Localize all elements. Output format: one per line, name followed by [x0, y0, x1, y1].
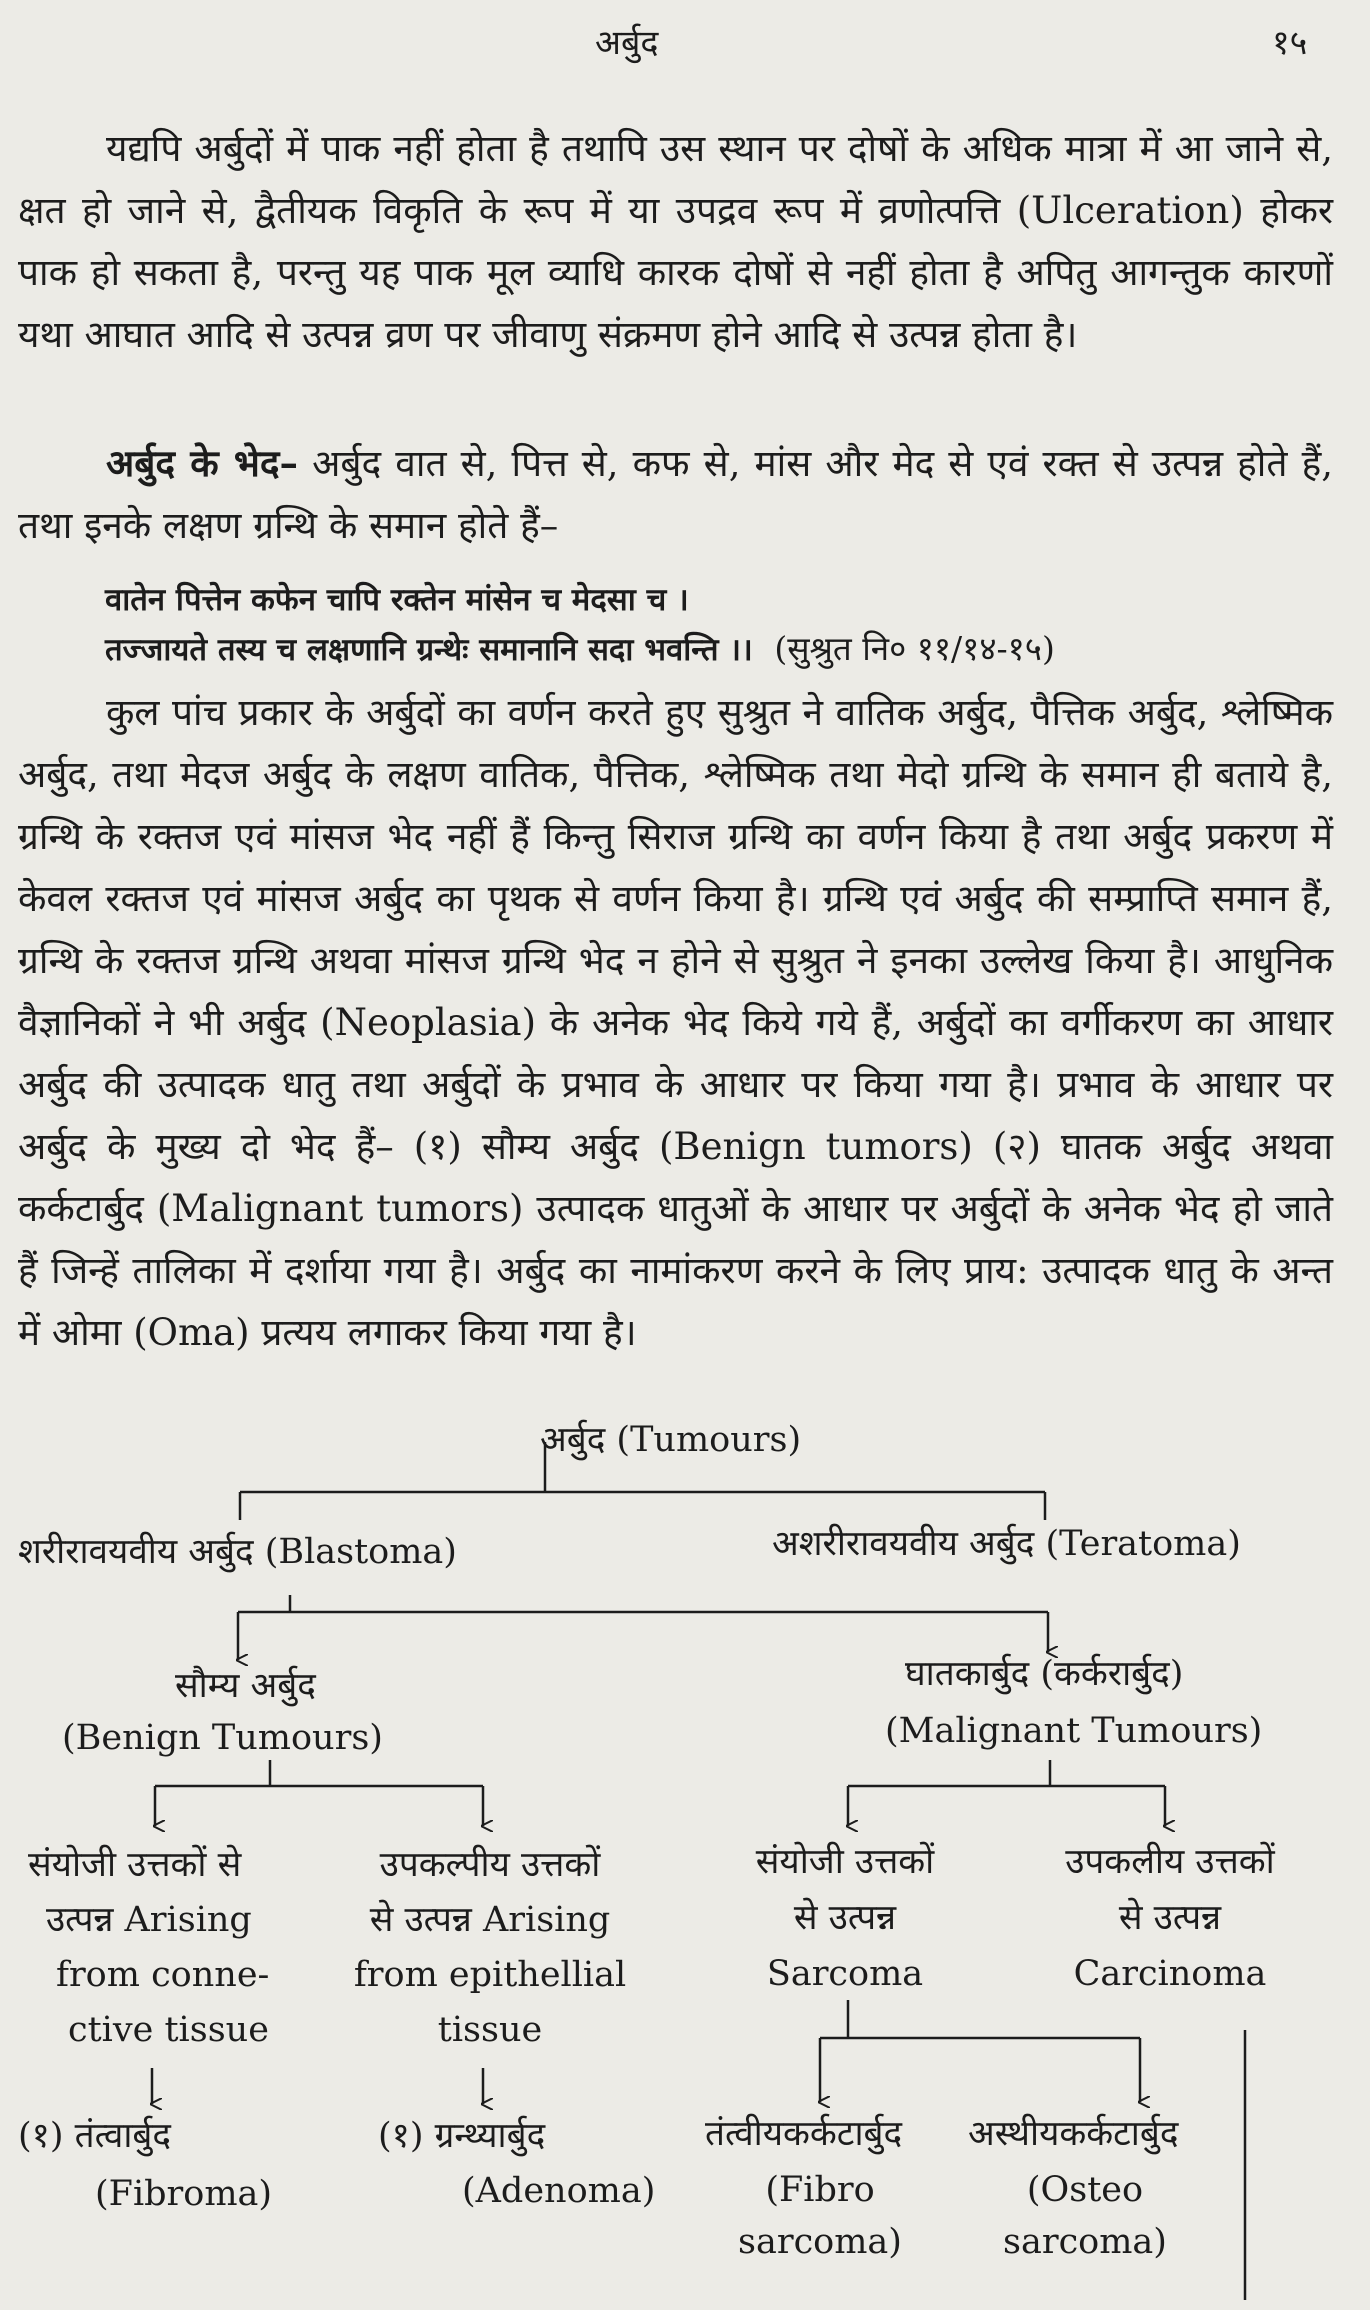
sarcoma-line-1: संयोजी उत्तकों	[755, 1842, 935, 1882]
epithelial-line-2: से उत्पन्न Arising	[369, 1900, 611, 1940]
fibrosarcoma-en-line-2: sarcoma)	[738, 2222, 902, 2262]
sarcoma-line-3: Sarcoma	[766, 1954, 924, 1994]
connective-line-3: from conne-	[56, 1955, 270, 1995]
page-number: १५	[1272, 23, 1308, 63]
paragraph-ulceration: यद्यपि अर्बुदों में पाक नहीं होता है तथापि उस स्थान पर दोषों के अधिक मात्रा में आ जाने से, क्षत हो जाने से, द्वैतीयक विकृति के रूप में या उपद्रव रूप में व्रणोत्पत्ति (Ulceration) होकर पाक हो सकता है, परन्तु यह पाक मूल व्याधि कारक दोषों से नहीं होता है अपितु आगन्तुक कारणों यथा आघात आदि से उत्पन्न व्रण पर जीवाणु संक्रमण होने आदि से उत्पन्न होता है।	[18, 127, 1333, 356]
running-header: अर्बुद	[595, 23, 659, 63]
node-fibrosarcoma-hindi: तंत्वीयकर्कटार्बुद	[705, 2114, 903, 2154]
node-malignant-english: (Malignant Tumours)	[885, 1711, 1263, 1751]
node-osteosarcoma-hindi: अस्थीयकर्कटार्बुद	[968, 2114, 1179, 2154]
osteosarcoma-en-line-2: sarcoma)	[1003, 2222, 1167, 2262]
node-epithelial-tissue	[340, 1838, 640, 2058]
node-connective-tissue	[28, 1838, 269, 2058]
node-fibroma-english: (Fibroma)	[95, 2174, 273, 2214]
epithelial-line-3: from epithellial	[353, 1955, 627, 1995]
verse-line-1: वातेन पित्तेन कफेन चापि रक्तेन मांसेन च मेदसा च ।	[105, 582, 689, 618]
connective-line-4: ctive tissue	[68, 2010, 269, 2050]
paragraph-classification: कुल पांच प्रकार के अर्बुदों का वर्णन करते हुए सुश्रुत ने वातिक अर्बुद, पैत्तिक अर्बुद, श्लेष्मिक अर्बुद, तथा मेदज अर्बुद के लक्षण वातिक, पैत्तिक, श्लेष्मिक तथा मेदो ग्रन्थि के समान ही बताये है, ग्रन्थि के रक्तज एवं मांसज भेद नहीं हैं किन्तु सिराज ग्रन्थि का वर्णन किया है तथा अर्बुद प्रकरण में केवल रक्तज एवं मांसज अर्बुद का पृथक से वर्णन किया है। ग्रन्थि एवं अर्बुद की सम्प्राप्ति समान हैं, ग्रन्थि के रक्तज ग्रन्थि अथवा मांसज ग्रन्थि भेद न होने से सुश्रुत ने इनका उल्लेख किया है। आधुनिक वैज्ञानिकों ने भी अर्बुद (Neoplasia) के अनेक भेद किये गये हैं, अर्बुदों का वर्गीकरण का आधार अर्बुद की उत्पादक धातु तथा अर्बुदों के प्रभाव के आधार पर किया गया है। प्रभाव के आधार पर अर्बुद के मुख्य दो भेद हैं– (१) सौम्य अर्बुद (Benign tumors) (२) घातक अर्बुद अथवा कर्कटार्बुद (Malignant tumors) उत्पादक धातुओं के आधार पर अर्बुदों के अनेक भेद हो जाते हैं जिन्हें तालिका में दर्शाया गया है। अर्बुद का नामांकरण करने के लिए प्राय: उत्पादक धातु के अन्त में ओमा (Oma) प्रत्यय लगाकर किया गया है।	[18, 691, 1333, 1354]
fibrosarcoma-en-line-1: (Fibro	[765, 2170, 875, 2210]
verse-line-2-text: तज्जायते तस्य च लक्षणानि ग्रन्थेः समानानि सदा भवन्ति ।।	[105, 632, 753, 668]
node-osteosarcoma-english	[995, 2164, 1175, 2268]
node-benign-english: (Benign Tumours)	[62, 1718, 383, 1758]
node-teratoma: अशरीरावयवीय अर्बुद (Teratoma)	[772, 1524, 1241, 1564]
epithelial-line-4: tissue	[437, 2010, 543, 2050]
node-adenoma-english: (Adenoma)	[462, 2171, 656, 2211]
node-tumours: अर्बुद (Tumours)	[540, 1420, 802, 1460]
connective-line-1: संयोजी उत्तकों से	[28, 1845, 242, 1885]
node-adenoma-hindi: (१) ग्रन्थ्यार्बुद	[378, 2116, 546, 2156]
node-fibrosarcoma-english	[730, 2164, 910, 2268]
types-text: अर्बुद वात से, पित्त से, कफ से, मांस और मेद से एवं रक्त से उत्पन्न होते हैं, तथा इनके लक्षण ग्रन्थि के समान होते हैं–	[18, 442, 1333, 547]
verse-reference: (सुश्रुत नि० ११/१४-१५)	[774, 629, 1055, 668]
epithelial-line-1: उपकल्पीय उत्तकों	[379, 1845, 601, 1885]
carcinoma-line-1: उपकलीय उत्तकों	[1065, 1842, 1275, 1882]
node-blastoma: शरीरावयवीय अर्बुद (Blastoma)	[18, 1532, 457, 1572]
node-fibroma-hindi: (१) तंत्वार्बुद	[18, 2116, 171, 2156]
node-carcinoma	[1005, 1834, 1335, 2002]
node-malignant-hindi: घातकार्बुद (कर्करार्बुद)	[905, 1654, 1184, 1694]
section-heading: अर्बुद के भेद–	[106, 441, 299, 485]
osteosarcoma-en-line-1: (Osteo	[1026, 2170, 1144, 2210]
carcinoma-line-3: Carcinoma	[1073, 1954, 1267, 1994]
connective-line-2: उत्पन्न Arising	[46, 1900, 252, 1940]
node-benign-hindi: सौम्य अर्बुद	[175, 1666, 316, 1706]
sarcoma-line-2: से उत्पन्न	[793, 1898, 897, 1938]
carcinoma-line-2: से उत्पन्न	[1118, 1898, 1222, 1938]
node-sarcoma	[700, 1834, 990, 2002]
